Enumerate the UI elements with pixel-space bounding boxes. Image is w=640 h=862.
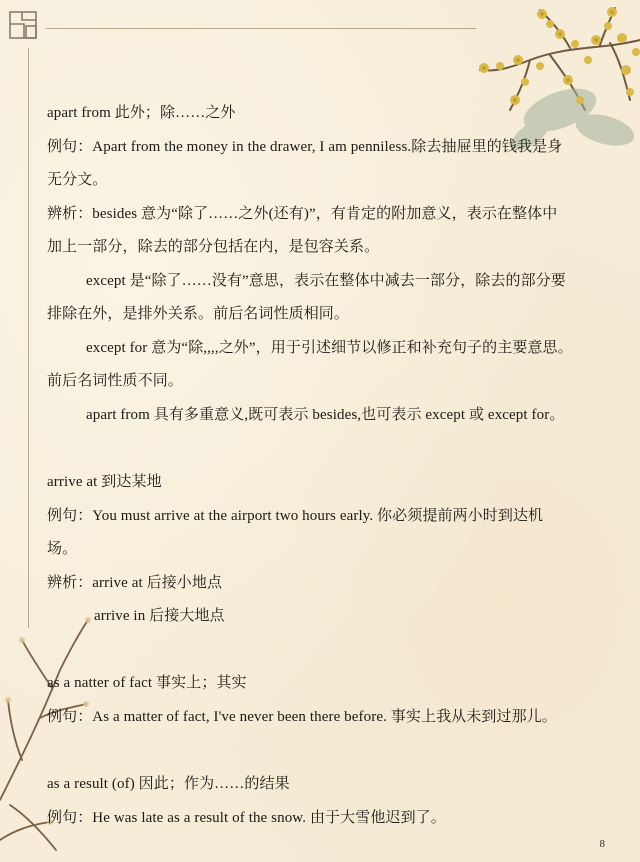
entry-apart-from-example: 例句：Apart from the money in the drawer, I am penniless.除去抽屉里的钱我是身	[47, 139, 563, 155]
entry-apart-from-analysis-cont: 加上一部分，除去的部分包括在内，是包容关系。	[47, 239, 380, 255]
entry-as-a-matter-of-fact-example: 例句：As a matter of fact, I've never been there before. 事实上我从未到过那儿。	[47, 709, 557, 725]
entry-as-a-result-of-example: 例句：He was late as a result of the snow. 由于大雪他迟到了。	[47, 810, 446, 826]
entry-apart-from-term: apart from 此外；除……之外	[47, 105, 236, 121]
entry-as-a-matter-of-fact-term: as a natter of fact 事实上；其实	[47, 675, 247, 691]
corner-ornament-icon	[6, 8, 46, 48]
entry-arrive-at-example: 例句：You must arrive at the airport two hours early. 你必须提前两小时到达机	[47, 508, 544, 524]
page-number: 8	[599, 838, 605, 850]
entry-arrive-at-term: arrive at 到达某地	[47, 474, 162, 490]
entry-apart-from-example-cont: 无分文。	[47, 172, 108, 188]
entry-arrive-in-analysis: arrive in 后接大地点	[94, 608, 225, 624]
entry-as-a-result-of-term: as a result (of) 因此；作为……的结果	[47, 776, 290, 792]
entry-except-for-desc: except for 意为“除,,,,之外”，用于引述细节以修正和补充句子的主要意思。	[86, 340, 573, 356]
entry-apart-from-analysis: 辨析：besides 意为“除了……之外(还有)”，有肯定的附加意义，表示在整体中	[47, 206, 558, 222]
entry-except-desc: except 是“除了……没有”意思，表示在整体中减去一部分，除去的部分要	[86, 273, 566, 289]
entry-arrive-at-example-cont: 场。	[47, 541, 78, 557]
entry-arrive-at-analysis: 辨析：arrive at 后接小地点	[47, 575, 223, 591]
entry-apart-from-summary: apart from 具有多重意义,既可表示 besides,也可表示 except 或 except for。	[86, 407, 565, 423]
plum-blossom-icon	[400, 0, 640, 190]
left-border-line	[28, 48, 29, 628]
entry-except-desc-cont: 排除在外，是排外关系。前后名词性质相同。	[47, 306, 350, 322]
entry-except-for-desc-cont: 前后名词性质不同。	[47, 373, 183, 389]
